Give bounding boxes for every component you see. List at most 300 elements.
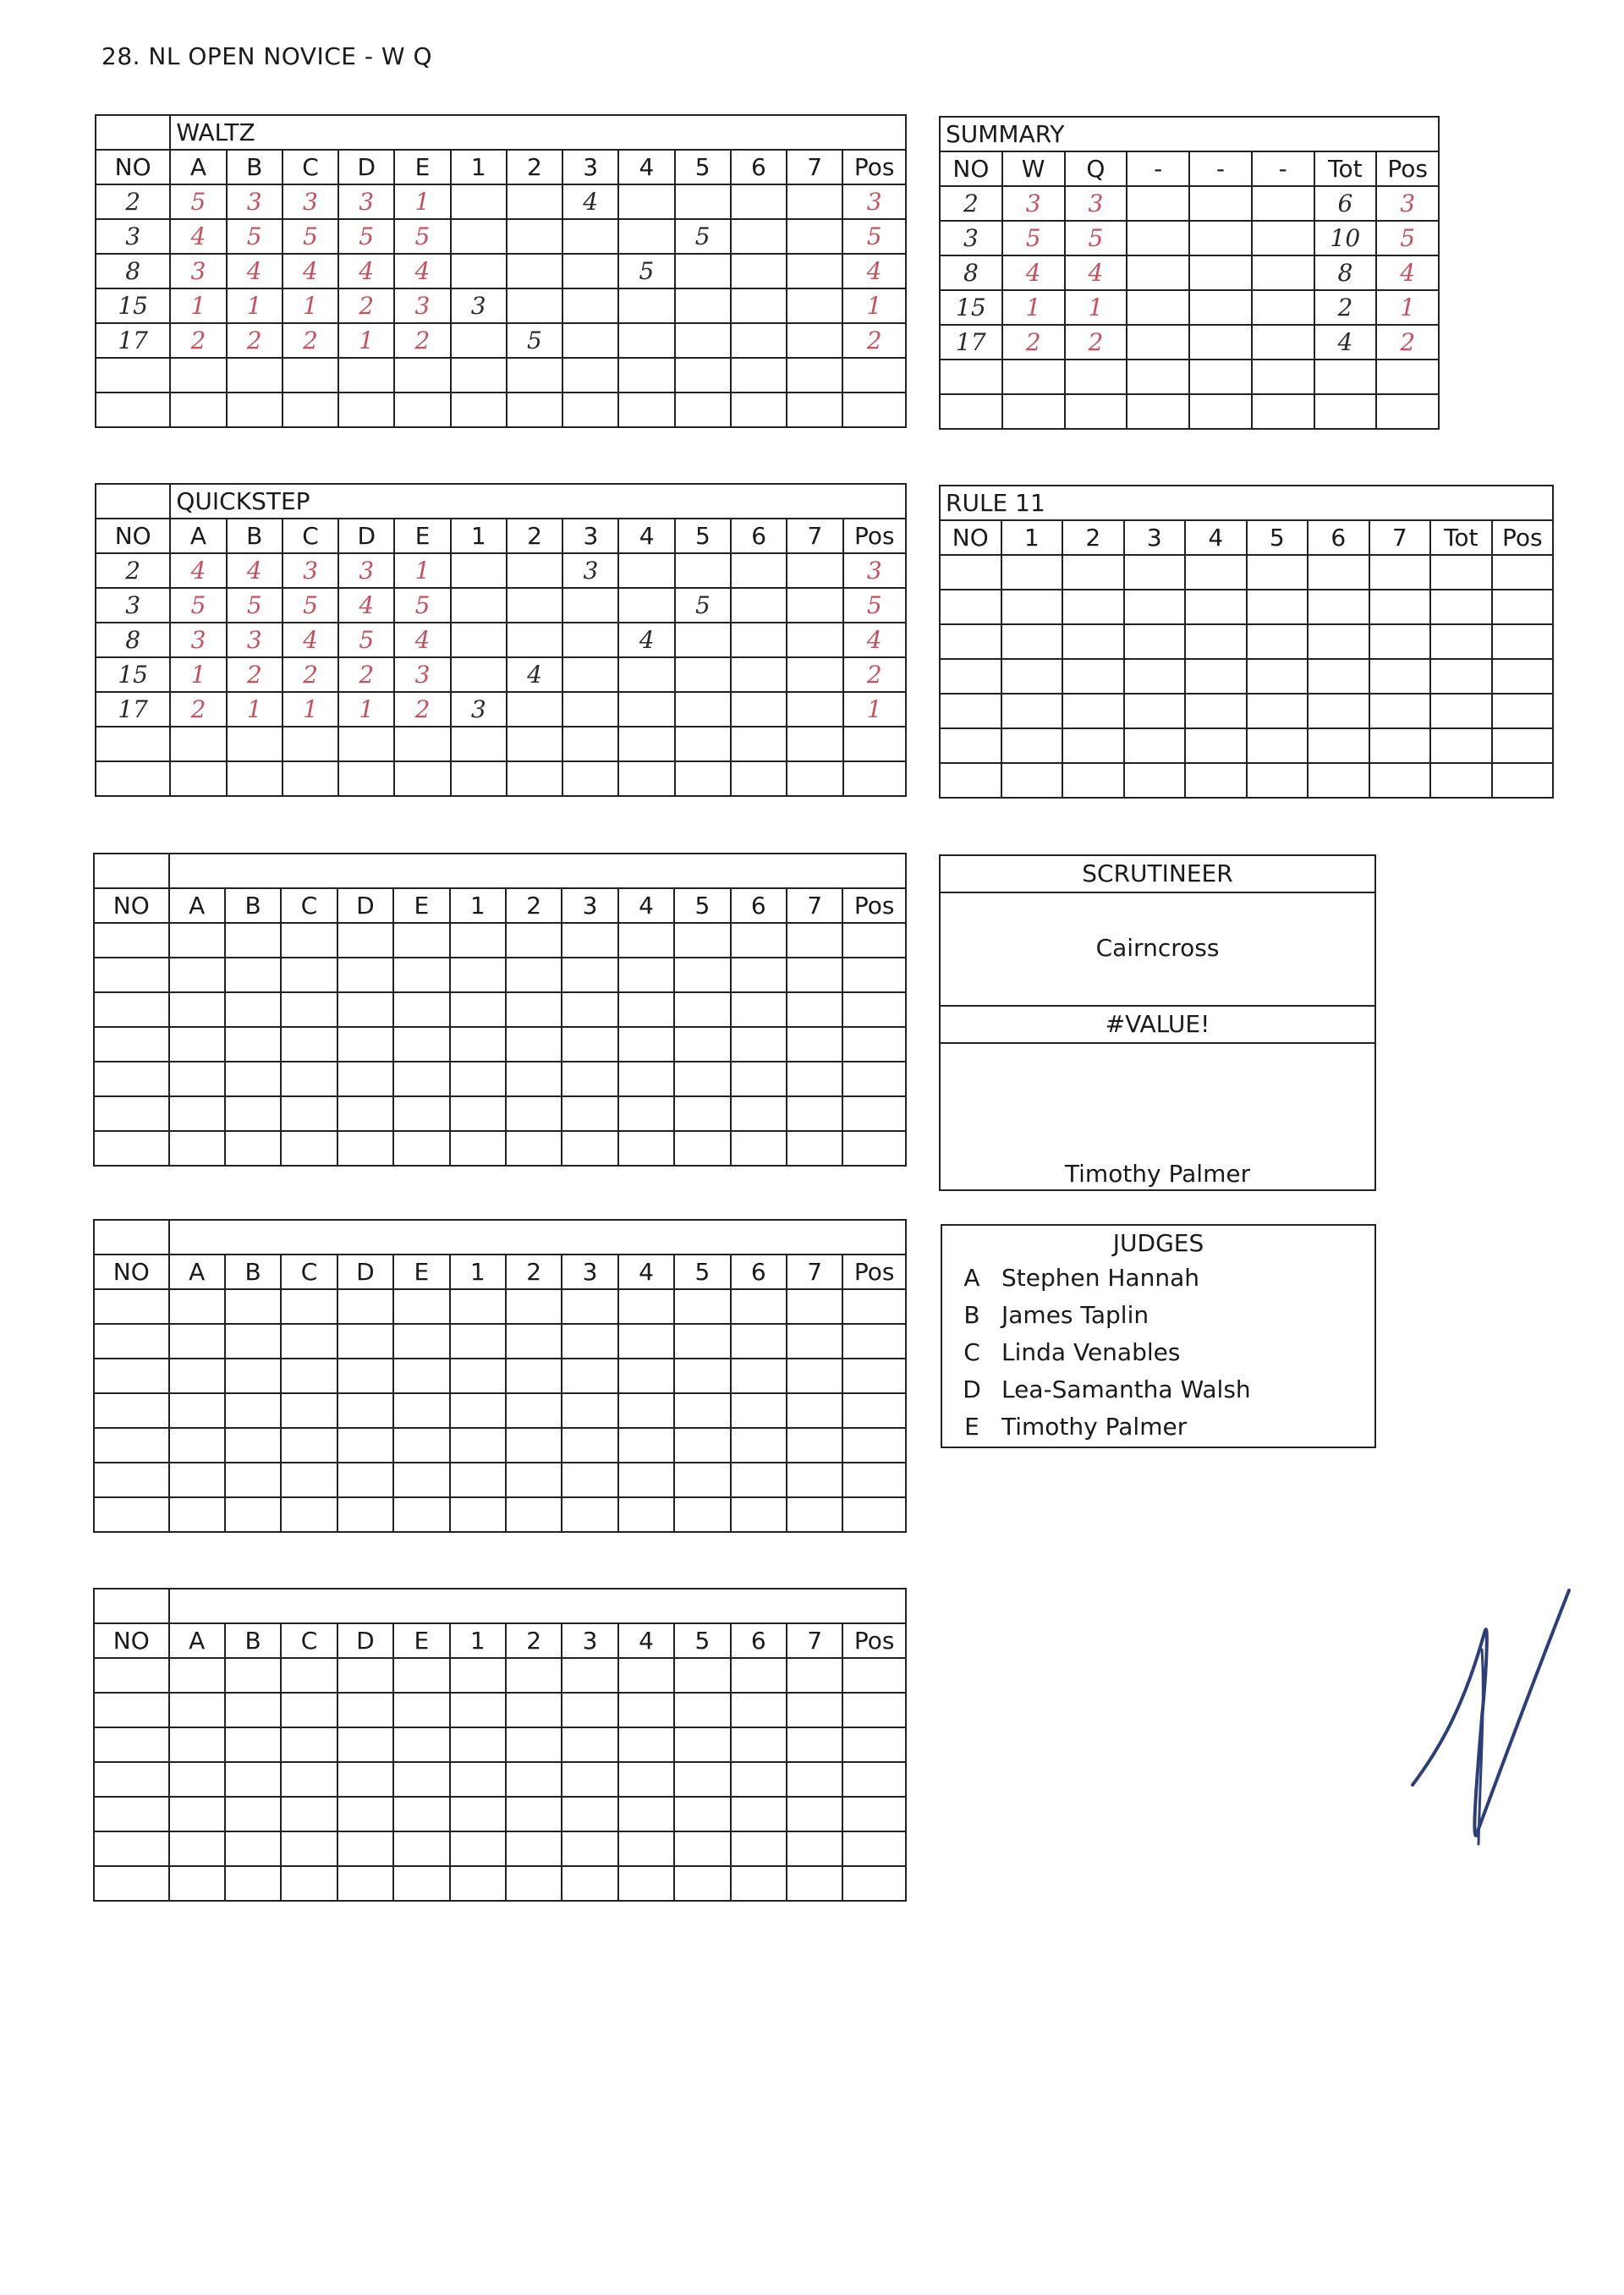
score-cell (169, 1693, 225, 1727)
score-cell (450, 1727, 506, 1762)
table-row (96, 692, 906, 727)
judge-row (942, 1408, 1374, 1446)
table-row (940, 360, 1439, 394)
score-cell (337, 923, 393, 958)
score-cell (731, 393, 787, 427)
table-row (96, 727, 906, 761)
score-cell (451, 393, 507, 427)
score-cell (337, 1463, 393, 1497)
score-cell (842, 1131, 906, 1166)
score-cell (96, 358, 170, 393)
score-cell (225, 1658, 281, 1693)
score-cell (731, 1463, 787, 1497)
score-cell (618, 1131, 674, 1166)
score-cell (562, 761, 618, 796)
score-cell (94, 1393, 169, 1428)
table-row (96, 219, 906, 254)
column-header: 3 (562, 150, 618, 184)
column-header: 2 (506, 1255, 562, 1289)
column-header: NO (940, 520, 1001, 555)
score-cell (787, 1027, 842, 1062)
scrutineer-label: SCRUTINEER (941, 856, 1374, 893)
score-cell (96, 761, 170, 796)
score-cell (787, 393, 842, 427)
summary-cell: 4 (1002, 255, 1065, 290)
score-cell (225, 1797, 281, 1831)
score-cell (169, 1359, 225, 1393)
score-cell: 2 (96, 184, 170, 219)
summary-cell (1314, 360, 1377, 394)
score-cell (562, 393, 618, 427)
rule11-cell (1001, 590, 1063, 624)
score-cell (842, 1027, 906, 1062)
score-cell: 4 (843, 623, 906, 657)
column-header: 5 (675, 150, 731, 184)
table-row (94, 1463, 906, 1497)
score-cell: 8 (96, 254, 170, 288)
column-header: 4 (618, 1623, 674, 1658)
score-cell (562, 727, 618, 761)
score-cell (506, 1096, 562, 1131)
score-cell (618, 761, 674, 796)
scrutineer-second-name: Timothy Palmer (1064, 1160, 1251, 1188)
column-header: E (393, 1255, 449, 1289)
column-header: 7 (787, 519, 842, 553)
score-cell (618, 1658, 674, 1693)
table-row (96, 358, 906, 393)
score-cell: 1 (283, 288, 338, 323)
score-cell (506, 958, 562, 992)
rule11-cell (1492, 659, 1554, 694)
rule11-cell (1062, 694, 1124, 728)
score-cell (731, 1727, 787, 1762)
rule11-cell (1062, 590, 1124, 624)
score-cell (451, 588, 507, 623)
score-cell (94, 1289, 169, 1324)
score-cell (506, 1762, 562, 1797)
summary-cell (1189, 290, 1252, 325)
score-cell: 3 (842, 184, 906, 219)
score-cell (225, 1428, 281, 1463)
column-header: 2 (507, 150, 562, 184)
rule11-cell (1247, 694, 1309, 728)
column-header: 3 (562, 1623, 617, 1658)
score-cell (450, 1497, 506, 1532)
scrutineer-second-label: #VALUE! (941, 1005, 1374, 1044)
score-cell (618, 358, 674, 393)
rule11-cell (940, 728, 1001, 763)
score-cell (562, 1658, 617, 1693)
column-header: Q (1065, 151, 1127, 186)
score-cell: 4 (227, 553, 283, 588)
column-header: Tot (1314, 151, 1377, 186)
score-cell (450, 1359, 506, 1393)
score-cell (393, 1658, 449, 1693)
judge-letter: B (963, 1301, 980, 1329)
score-cell (674, 1096, 730, 1131)
score-cell (94, 1096, 169, 1131)
rule11-cell (1062, 659, 1124, 694)
judge-row (942, 1297, 1374, 1334)
score-cell (787, 1762, 842, 1797)
summary-cell (1252, 255, 1314, 290)
column-header: E (393, 888, 449, 923)
column-header: - (1252, 151, 1314, 186)
score-cell (675, 254, 731, 288)
score-cell (169, 1762, 225, 1797)
table-row (940, 659, 1553, 694)
table-row (940, 624, 1553, 659)
score-cell (842, 1428, 906, 1463)
score-cell (787, 1831, 842, 1866)
score-cell (281, 1463, 337, 1497)
table-row (94, 1096, 906, 1131)
rule11-cell (1308, 590, 1369, 624)
score-cell (170, 761, 226, 796)
score-cell (507, 393, 562, 427)
score-cell (842, 1693, 906, 1727)
score-cell: 8 (96, 623, 170, 657)
score-cell (225, 1831, 281, 1866)
score-cell: 2 (843, 657, 906, 692)
score-cell (94, 1797, 169, 1831)
summary-cell: 10 (1314, 221, 1377, 255)
column-header: Tot (1430, 520, 1492, 555)
score-cell: 1 (170, 657, 226, 692)
table-row (96, 288, 906, 323)
column-header: E (394, 519, 450, 553)
judges-box (941, 1224, 1376, 1448)
score-cell (842, 1463, 906, 1497)
column-header: Pos (842, 150, 906, 184)
score-cell: 3 (96, 219, 170, 254)
table-row (96, 588, 906, 623)
rule11-cell (1369, 590, 1431, 624)
rule11-cell (940, 694, 1001, 728)
score-cell: 4 (170, 219, 226, 254)
score-cell (618, 1831, 674, 1866)
score-cell (731, 992, 787, 1027)
column-header: 1 (451, 150, 507, 184)
score-cell (731, 358, 787, 393)
column-header: 5 (674, 1623, 730, 1658)
score-cell (225, 1866, 281, 1901)
table-row (94, 1762, 906, 1797)
summary-cell (1252, 394, 1314, 429)
table-row (940, 694, 1553, 728)
score-cell (731, 657, 787, 692)
score-cell (787, 1658, 842, 1693)
table-row (94, 1393, 906, 1428)
score-cell (618, 1324, 674, 1359)
score-cell (94, 1359, 169, 1393)
column-header: 1 (451, 519, 507, 553)
score-cell (227, 761, 283, 796)
score-cell (281, 923, 337, 958)
score-cell (169, 958, 225, 992)
column-header: 5 (674, 1255, 730, 1289)
score-cell (842, 1393, 906, 1428)
rule11-cell (1492, 728, 1554, 763)
score-cell: 5 (283, 219, 338, 254)
column-header: 5 (674, 888, 730, 923)
score-cell (94, 1131, 169, 1166)
table-row (94, 1359, 906, 1393)
table-row (96, 254, 906, 288)
score-cell: 2 (170, 692, 226, 727)
rule11-cell (940, 659, 1001, 694)
score-cell (674, 1027, 730, 1062)
judges-label: JUDGES (1112, 1229, 1204, 1257)
score-cell (731, 1131, 787, 1166)
score-cell (337, 1062, 393, 1096)
column-header: 2 (506, 888, 562, 923)
score-cell (393, 992, 449, 1027)
summary-cell: 5 (1376, 221, 1439, 255)
rule11-cell (1430, 624, 1492, 659)
score-cell (618, 657, 674, 692)
score-cell: 2 (338, 657, 394, 692)
column-header: 6 (731, 1623, 787, 1658)
score-cell (562, 1393, 617, 1428)
score-cell (225, 1727, 281, 1762)
summary-cell: 2 (1314, 290, 1377, 325)
table-row (94, 1797, 906, 1831)
rule11-cell (1001, 694, 1063, 728)
column-header: D (337, 888, 393, 923)
score-cell (337, 1131, 393, 1166)
score-cell (94, 1762, 169, 1797)
score-cell (393, 1693, 449, 1727)
score-cell (506, 1289, 562, 1324)
score-cell: 5 (170, 588, 226, 623)
judge-row (942, 1334, 1374, 1371)
score-cell: 4 (170, 553, 226, 588)
summary-name: SUMMARY (940, 117, 1439, 151)
table-row (94, 1289, 906, 1324)
summary-cell (1065, 360, 1127, 394)
corner-cell (94, 1220, 169, 1255)
score-cell (507, 588, 562, 623)
table-row (940, 763, 1553, 798)
score-cell (562, 1727, 617, 1762)
page-title: 28. NL OPEN NOVICE - W Q (102, 42, 433, 70)
corner-cell (94, 854, 169, 888)
score-cell (281, 1131, 337, 1166)
summary-cell: 1 (1376, 290, 1439, 325)
table-row (94, 1693, 906, 1727)
score-cell (562, 1062, 617, 1096)
rule11-cell (1124, 624, 1186, 659)
table-row (940, 290, 1439, 325)
rule11-cell (1430, 728, 1492, 763)
score-cell (618, 692, 674, 727)
score-cell (506, 992, 562, 1027)
score-cell (451, 358, 507, 393)
judge-letter: C (963, 1338, 980, 1366)
dance-name: WALTZ (170, 115, 906, 150)
score-cell (618, 727, 674, 761)
score-cell (787, 657, 842, 692)
score-cell (562, 923, 617, 958)
score-cell (281, 1359, 337, 1393)
score-cell (506, 1463, 562, 1497)
score-cell (562, 1131, 617, 1166)
score-cell (618, 923, 674, 958)
score-cell (842, 923, 906, 958)
score-cell (94, 1831, 169, 1866)
score-cell (450, 1866, 506, 1901)
score-cell (842, 1359, 906, 1393)
score-cell (842, 1727, 906, 1762)
score-cell (393, 1727, 449, 1762)
column-header: NO (94, 1255, 169, 1289)
score-cell: 3 (283, 553, 338, 588)
score-cell (506, 1693, 562, 1727)
score-cell (618, 1289, 674, 1324)
column-header: E (393, 1623, 449, 1658)
score-cell: 5 (507, 323, 562, 358)
rule11-cell (1001, 624, 1063, 659)
corner-cell (96, 115, 170, 150)
score-cell (675, 553, 731, 588)
score-cell (225, 958, 281, 992)
judge-row (942, 1371, 1374, 1408)
score-cell (94, 958, 169, 992)
column-header: 1 (450, 1255, 506, 1289)
dance-name: QUICKSTEP (170, 484, 906, 519)
table-row (940, 590, 1553, 624)
score-cell: 15 (96, 288, 170, 323)
score-cell (283, 727, 338, 761)
rule11-cell (1124, 659, 1186, 694)
score-cell (451, 623, 507, 657)
score-cell (787, 1797, 842, 1831)
score-cell (337, 1658, 393, 1693)
score-cell (674, 1062, 730, 1096)
score-cell (96, 727, 170, 761)
column-header: 4 (618, 1255, 674, 1289)
score-cell (731, 553, 787, 588)
score-cell (450, 1658, 506, 1693)
score-cell (731, 1027, 787, 1062)
score-cell (225, 1289, 281, 1324)
column-header: A (169, 888, 225, 923)
table-row (96, 657, 906, 692)
table-row (94, 1831, 906, 1866)
score-cell (842, 1866, 906, 1901)
score-cell (450, 1324, 506, 1359)
score-cell (562, 1497, 617, 1532)
score-cell (393, 923, 449, 958)
column-header: 6 (731, 1255, 787, 1289)
score-cell (394, 761, 450, 796)
blank-dance-table-3 (93, 1588, 907, 1902)
score-cell: 2 (170, 323, 226, 358)
column-header: A (169, 1255, 225, 1289)
column-header: D (338, 150, 394, 184)
summary-cell (940, 360, 1002, 394)
score-cell (337, 1727, 393, 1762)
score-cell (506, 1866, 562, 1901)
score-cell: 1 (843, 692, 906, 727)
table-row (940, 221, 1439, 255)
rule11-cell (1185, 694, 1247, 728)
score-cell (842, 393, 906, 427)
score-cell (674, 1727, 730, 1762)
score-cell: 3 (338, 184, 394, 219)
score-cell (674, 1289, 730, 1324)
score-cell (281, 1096, 337, 1131)
rule11-cell (1001, 659, 1063, 694)
score-cell (674, 992, 730, 1027)
score-cell (507, 553, 562, 588)
summary-cell (1127, 394, 1189, 429)
scrutineer-name: Cairncross (1095, 934, 1220, 962)
score-cell: 15 (96, 657, 170, 692)
score-cell (674, 1866, 730, 1901)
score-cell (731, 1658, 787, 1693)
score-cell (731, 254, 787, 288)
score-cell (506, 1062, 562, 1096)
score-cell (169, 1831, 225, 1866)
score-cell: 4 (338, 254, 394, 288)
rule11-cell (1062, 763, 1124, 798)
score-cell (506, 1497, 562, 1532)
score-cell (394, 727, 450, 761)
score-cell (281, 1727, 337, 1762)
column-header: 7 (1369, 520, 1431, 555)
column-header: C (281, 888, 337, 923)
rule11-cell (1492, 590, 1554, 624)
column-header: Pos (842, 888, 906, 923)
score-cell (338, 727, 394, 761)
column-header: 1 (450, 888, 506, 923)
score-cell (393, 1324, 449, 1359)
score-cell (731, 1359, 787, 1393)
column-header: 3 (562, 519, 618, 553)
score-cell (281, 1797, 337, 1831)
rule11-cell (1247, 555, 1309, 590)
table-row (94, 958, 906, 992)
score-cell (393, 1359, 449, 1393)
score-cell (281, 1658, 337, 1693)
score-cell (450, 992, 506, 1027)
score-cell (337, 1762, 393, 1797)
rule11-cell (940, 590, 1001, 624)
score-cell (281, 1062, 337, 1096)
score-cell (281, 1027, 337, 1062)
score-cell (506, 1324, 562, 1359)
column-header: 3 (562, 888, 617, 923)
score-cell (170, 358, 226, 393)
score-cell (842, 1497, 906, 1532)
rule11-cell (1124, 728, 1186, 763)
score-cell (281, 1831, 337, 1866)
column-header: 4 (618, 519, 674, 553)
score-cell (731, 923, 787, 958)
score-cell (674, 1831, 730, 1866)
column-header: A (170, 150, 226, 184)
rule11-cell (1001, 763, 1063, 798)
score-cell: 5 (675, 588, 731, 623)
score-cell (337, 1289, 393, 1324)
score-cell (337, 1428, 393, 1463)
column-header: B (227, 150, 283, 184)
score-cell (451, 254, 507, 288)
summary-table (939, 116, 1440, 430)
rule11-cell (1185, 659, 1247, 694)
